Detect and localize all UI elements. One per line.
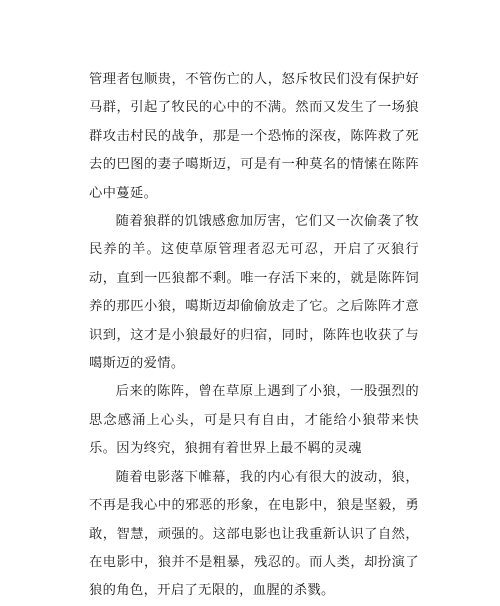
paragraph-4: 随着电影落下帷幕，我的内心有很大的波动，狼，不再是我心中的邪恶的形象，在电影中，狼是坚毅，勇敢，智慧，顽强的。这部电影也让我重新认识了自然，在电影中，狼并不是粗暴，残忍的。而人类，却扮演了狼的角色，开启了无限的，血腥的杀戮。	[89, 469, 419, 599]
paragraph-1: 管理者包顺贵，不管伤亡的人，怒斥牧民们没有保护好马群，引起了牧民的心中的不满。然而又发生了一场狼群攻击村民的战争，那是一个恐怖的深夜，陈阵救了死去的巴图的妻子噶斯迈，可是有一种莫名的情愫在陈阵心中蔓延。	[89, 72, 419, 201]
paragraph-2: 随着狼群的饥饿感愈加厉害，它们又一次偷袭了牧民养的羊。这使草原管理者忍无可忍，开启了灭狼行动，直到一匹狼都不剩。唯一存活下来的，就是陈阵饲养的那匹小狼，噶斯迈却偷偷放走了它。之后陈阵才意识到，这才是小狼最好的归宿，同时，陈阵也收获了与噶斯迈的爱情。	[89, 214, 419, 372]
document-body	[89, 66, 419, 606]
paragraph-3: 后来的陈阵，曾在草原上遇到了小狼，一股强烈的思念感涌上心头，可是只有自由，才能给小狼带来快乐。因为终究，狼拥有着世界上最不羁的灵魂	[89, 384, 419, 457]
